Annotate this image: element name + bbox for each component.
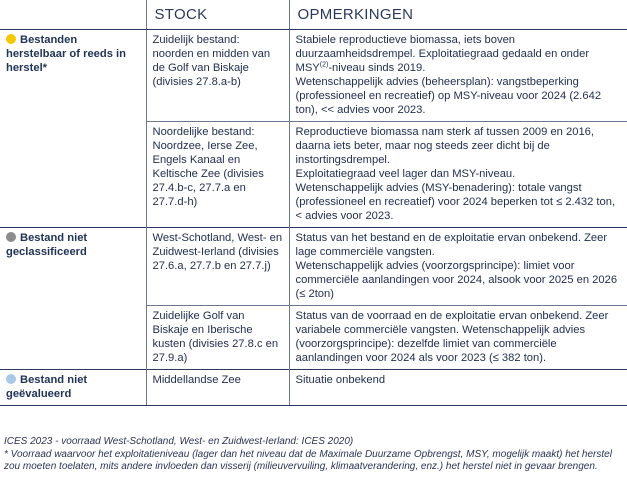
stock-cell: Middellandse Zee <box>146 370 289 406</box>
source-note: ICES 2023 - voorraad West-Schotland, West- en Zuidwest-Ierland: ICES 2020) <box>4 436 354 447</box>
status-cell-recoverable <box>0 30 146 228</box>
remark-line <box>296 33 622 75</box>
yellow-dot-icon <box>6 34 16 44</box>
remark-line: Wetenschappelijk advies (beheersplan): vangstbeperking (professioneel en recreatief) op MSY-niveau voor 2024 (2.642 ton), << advies voor 2023. <box>295 76 602 116</box>
header-status <box>0 0 146 30</box>
remark-line: Status van het bestand en de exploitatie ervan onbekend. Zeer lage commerciële vangsten. <box>295 232 608 258</box>
table-row <box>0 228 627 306</box>
header-remarks: OPMERKINGEN <box>289 0 627 30</box>
status-label: Bestand niet geëvalueerd <box>6 374 88 400</box>
table-header-row <box>0 0 627 30</box>
remark-line: Status van de voorraad en de exploitatie ervan onbekend. Zeer variabele commerciële vangsten. Wetenschappelijk advies (voorzorgsprincipe): dezelfde limiet van commerciële aanlandingen voor 2024 als voor 2023 (≤ 382 ton). <box>295 310 609 364</box>
remark-line: Situatie onbekend <box>295 374 386 386</box>
light-blue-dot-icon <box>6 374 16 384</box>
remark-cell <box>289 30 627 122</box>
stock-cell: Zuidelijke Golf van Biskaje en Iberische kusten (divisies 27.8.c en 27.9.a) <box>146 306 289 370</box>
remark-text: -niveau sinds 2019. <box>328 62 426 74</box>
stock-cell: Noordelijke bestand: Noordzee, Ierse Zee, Engels Kanaal en Keltische Zee (divisies 27.4.b-c, 27.7.a en 27.7.d-h) <box>146 122 289 228</box>
grey-dot-icon <box>6 232 16 242</box>
remark-line: Wetenschappelijk advies (MSY-benadering): totale vangst (professioneel en recreatief) voor 2024 beperken tot ≤ 2.432 ton, < advies voor 2023. <box>295 182 616 222</box>
remark-line: Reproductieve biomassa nam sterk af tussen 2009 en 2016, daarna iets beter, maar nog steeds zeer dicht bij de instortingsdrempel. <box>295 126 595 166</box>
remark-cell <box>289 122 627 228</box>
remark-cell <box>289 306 627 370</box>
footnote-ref: (2) <box>319 61 329 69</box>
stock-cell: West-Schotland, West- en Zuidwest-Ierland (divisies 27.6.a, 27.7.b en 27.7.j) <box>146 228 289 306</box>
status-label: Bestanden herstelbaar of reeds in herstel* <box>6 34 126 74</box>
status-label: Bestand niet geclassificeerd <box>6 232 88 258</box>
header-stock: STOCK <box>146 0 289 30</box>
remark-line: Wetenschappelijk advies (voorzorgsprincipe): limiet voor commerciële aanlandingen voor 2024, alsook voor 2025 en 2026 (≤ 2ton) <box>295 260 618 300</box>
table-row <box>0 30 627 122</box>
status-cell-not-evaluated <box>0 370 146 406</box>
remark-text: Stabiele reproductieve biomassa, iets boven duurzaamheidsdrempel. Exploitatiegraad gedaald en onder MSY <box>295 34 590 74</box>
remark-line: Exploitatiegraad veel lager dan MSY-niveau. <box>295 168 516 180</box>
table-row <box>0 370 627 406</box>
stock-cell: Zuidelijk bestand: noorden en midden van de Golf van Biskaje (divisies 27.8.a-b) <box>146 30 289 122</box>
footnotes <box>4 436 624 474</box>
status-cell-unclassified <box>0 228 146 370</box>
remark-cell <box>289 228 627 306</box>
asterisk-note: * Voorraad waarvoor het exploitatieniveau (lager dan het niveau dat de Maximale Duurzame Opbrengst, MSY, mogelijk maakt) het herstel zou moeten toelaten, mits andere invloeden dan visserij (milieuvervuiling, klimaatverandering, enz.) het herstel niet in gevaar brengen. <box>4 448 612 472</box>
remark-cell <box>289 370 627 406</box>
